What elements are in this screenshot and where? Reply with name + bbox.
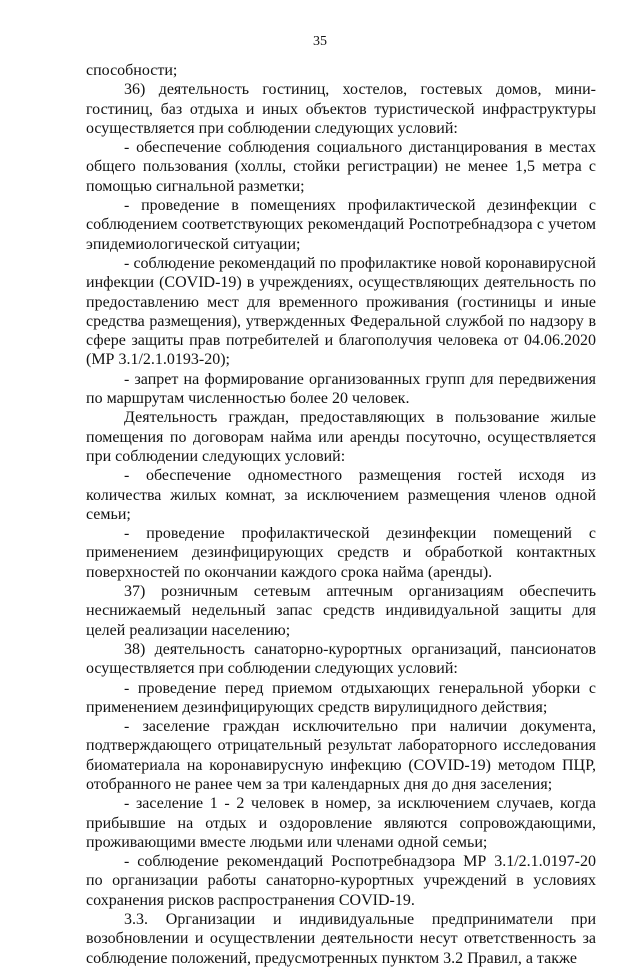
paragraph-rental-condition-1: - обеспечение одноместного размещения гостей исходя из количества жилых комнат, за исключением размещения членов одной семьи; — [86, 467, 596, 523]
paragraph-item-36-condition-2: - проведение в помещениях профилактической дезинфекции с соблюдением соответствующих рекомендаций Роспотребнадзора с учетом эпидемиологической ситуации; — [86, 197, 596, 253]
paragraph-item-36: 36) деятельность гостиниц, хостелов, гостевых домов, мини-гостиниц, баз отдыха и иных объектов туристической инфраструктуры осуществляется при соблюдении следующих условий: — [86, 81, 596, 137]
paragraph-item-38-condition-2: - заселение граждан исключительно при наличии документа, подтверждающего отрицательный результат лабораторного исследования биоматериала на коронавирусную инфекцию (COVID-19) методом ПЦР, отобранного не ранее чем за три календарных дня до дня заселения; — [86, 718, 596, 793]
paragraph-continuation: способности; — [86, 62, 178, 79]
paragraph-section-3-3: 3.3. Организации и индивидуальные предприниматели при возобновлении и осуществлении деятельности несут ответственность за соблюдение положений, предусмотренных пунктом 3.2 Правил, а также — [86, 911, 596, 967]
document-body — [86, 61, 596, 968]
paragraph-item-36-condition-4: - запрет на формирование организованных групп для передвижения по маршрутам численностью более 20 человек. — [86, 370, 596, 408]
paragraph-rental-housing: Деятельность граждан, предоставляющих в пользование жилые помещения по договорам найма или аренды посуточно, осуществляется при соблюдении следующих условий: — [86, 409, 596, 465]
paragraph-item-36-condition-1: - обеспечение соблюдения социального дистанцирования в местах общего пользования (холлы, стойки регистрации) не менее 1,5 метра с помощью сигнальной разметки; — [86, 139, 596, 195]
page-number: 35 — [313, 34, 327, 49]
paragraph-item-38-condition-3: - заселение 1 - 2 человек в номер, за исключением случаев, когда прибывшие на отдых и оздоровление являются сопровождающими, проживающими вместе людьми или членами одной семьи; — [86, 795, 596, 851]
paragraph-item-37: 37) розничным сетевым аптечным организациям обеспечить неснижаемый недельный запас средств индивидуальной защиты для целей реализации населению; — [86, 583, 596, 639]
paragraph-item-38-condition-4: - соблюдение рекомендаций Роспотребнадзора МР 3.1/2.1.0197-20 по организации работы санаторно-курортных учреждений в условиях сохранения рисков распространения COVID-19. — [86, 853, 596, 909]
paragraph-item-38-condition-1: - проведение перед приемом отдыхающих генеральной уборки с применением дезинфицирующих средств вирулицидного действия; — [86, 679, 596, 716]
paragraph-rental-condition-2: - проведение профилактической дезинфекции помещений с применением дезинфицирующих средств и обработкой контактных поверхностей по окончании каждого срока найма (аренды). — [86, 525, 596, 581]
paragraph-item-38: 38) деятельность санаторно-курортных организаций, пансионатов осуществляется при соблюдении следующих условий: — [86, 640, 596, 678]
paragraph-item-36-condition-3: - соблюдение рекомендаций по профилактике новой коронавирусной инфекции (COVID-19) в учреждениях, осуществляющих деятельность по предоставлению мест для временного проживания (гостиницы и иные средства размещения), утвержденных Федеральной службой по надзору в сфере защиты прав потребителей и благополучия человека от 04.06.2020 (МР 3.1/2.1.0193-20); — [86, 254, 596, 369]
